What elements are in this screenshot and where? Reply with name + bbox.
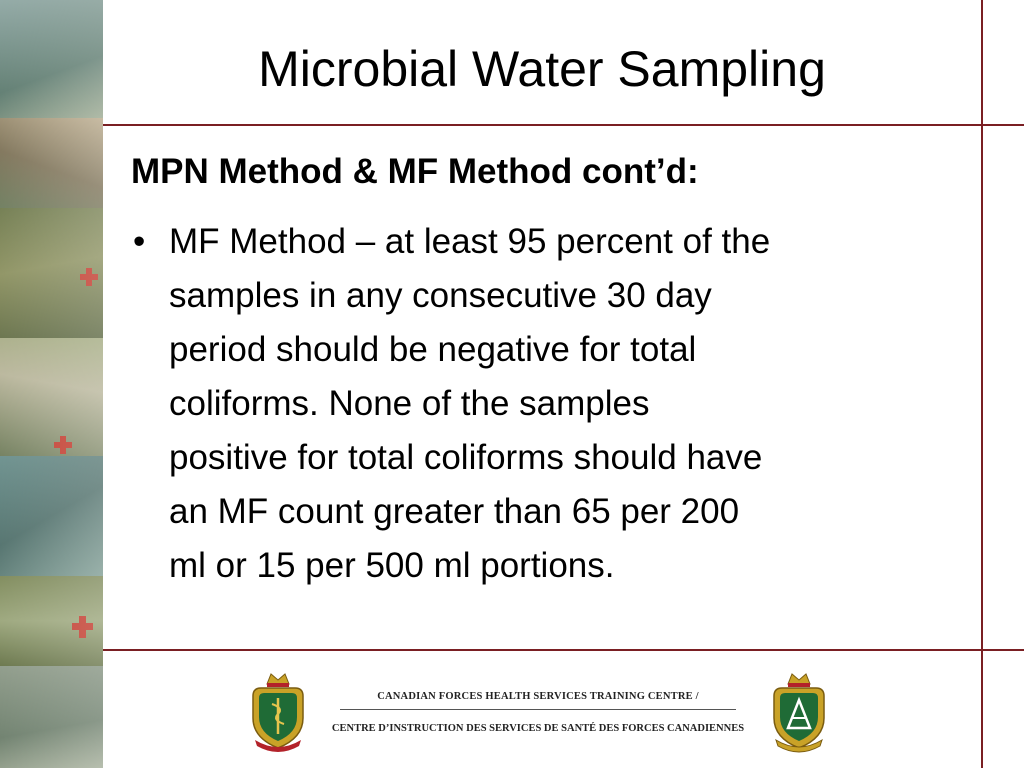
photo-strip-overlay [0,0,103,768]
bullet-item [131,215,961,593]
bullet-marker: • [133,222,146,261]
training-centre-crest-icon [766,670,832,754]
bullet-line: an MF count greater than 65 per 200 [169,492,740,531]
bullet-line: samples in any consecutive 30 day [169,276,712,315]
footer-french: CENTRE D’INSTRUCTION DES SERVICES DE SANTÉ DES FORCES CANADIENNES [331,723,745,734]
bullet-line: MF Method – at least 95 percent of the [169,222,771,261]
medical-crest-icon [245,670,311,754]
footer-rule [340,709,736,710]
right-divider [981,0,983,768]
footer-english: CANADIAN FORCES HEALTH SERVICES TRAINING CENTRE / [377,691,699,702]
title-divider [103,124,1024,126]
bullet-line: ml or 15 per 500 ml portions. [169,546,615,585]
bullet-list [131,215,961,593]
photo-collage-strip [0,0,103,768]
footer-divider [103,649,1024,651]
bullet-line: period should be negative for total [169,330,697,369]
footer-institution [318,690,758,736]
slide-subtitle: MPN Method & MF Method cont’d: [131,152,699,191]
bullet-line: positive for total coliforms should have [169,438,763,477]
bullet-line: coliforms. None of the samples [169,384,650,423]
slide-title: Microbial Water Sampling [258,41,826,97]
